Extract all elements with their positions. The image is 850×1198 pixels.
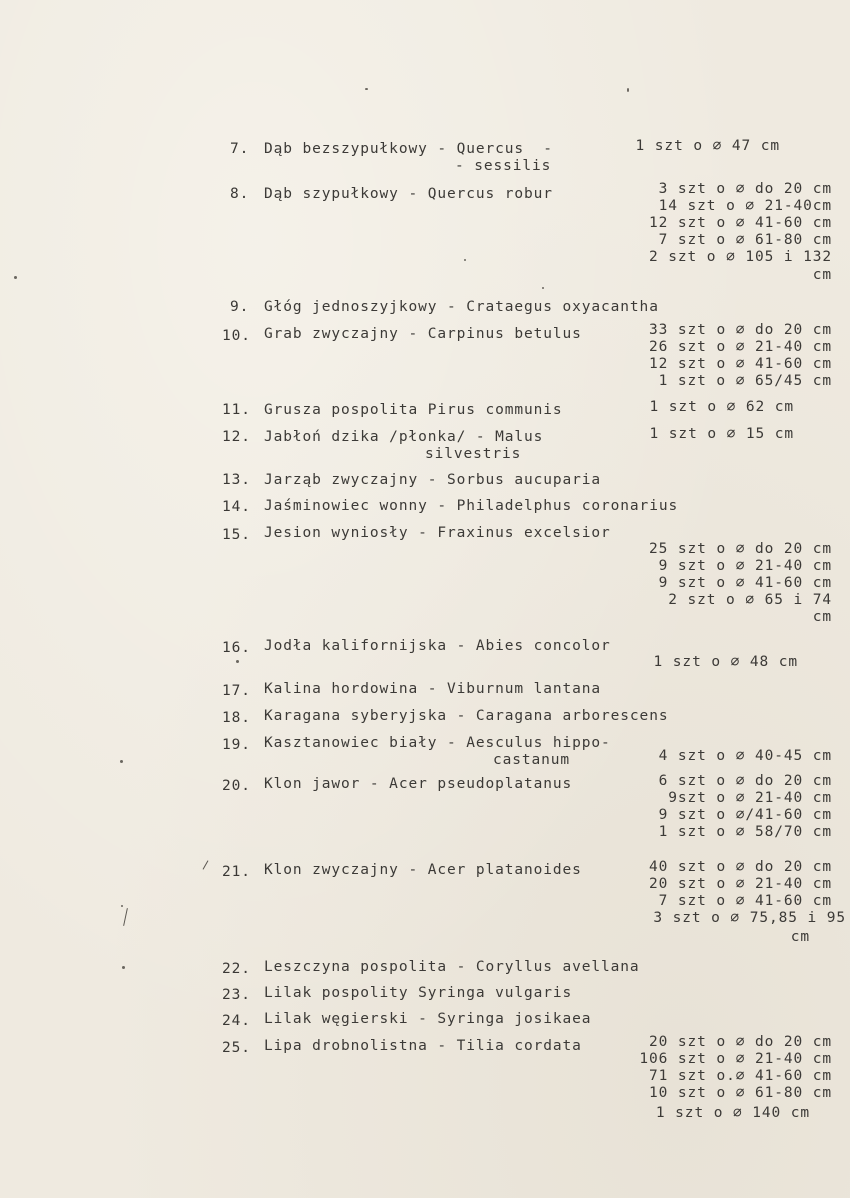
paper-speck (121, 905, 123, 907)
entry-number: 13. (222, 472, 251, 488)
quantity-line: 20 szt o ∅ 21-40 cm (649, 876, 832, 892)
species-name-continuation: castanum (493, 752, 571, 768)
quantity-line: 12 szt o ∅ 41-60 cm (649, 215, 832, 231)
paper-speck (627, 88, 629, 92)
quantity-line: 106 szt o ∅ 21-40 cm (639, 1051, 832, 1067)
quantity-line: 10 szt o ∅ 61-80 cm (649, 1085, 832, 1101)
quantity-line: 71 szt o.∅ 41-60 cm (649, 1068, 832, 1084)
entry-number: 23. (222, 987, 251, 1003)
quantity-line: 1 szt o ∅ 140 cm (655, 1105, 810, 1121)
entry-number: 25. (222, 1040, 251, 1056)
entry-number: 10. (222, 328, 251, 344)
quantity-line: 9 szt o ∅ 21-40 cm (658, 558, 832, 574)
species-name: Dąb bezszypułkowy - Quercus - (264, 141, 553, 157)
entry-number: 12. (222, 429, 251, 445)
entry-number: 21. (222, 864, 251, 880)
species-name: Grab zwyczajny - Carpinus betulus (264, 326, 582, 342)
species-name: Lilak pospolity Syringa vulgaris (264, 985, 573, 1001)
quantity-line: 12 szt o ∅ 41-60 cm (649, 356, 832, 372)
species-name: Głóg jednoszyjkowy - Crataegus oxyacantha (264, 299, 659, 315)
species-name: Dąb szypułkowy - Quercus robur (264, 186, 553, 202)
entry-number: 8. (230, 186, 250, 202)
species-name: Jabłoń dzika /płonka/ - Malus (264, 429, 544, 445)
quantity-line: 14 szt o ∅ 21-40cm (658, 198, 832, 214)
species-name: Lilak węgierski - Syringa josikaea (264, 1011, 592, 1027)
quantity-line: 3 szt o ∅ 75,85 i 95 (653, 910, 846, 926)
paper-speck (365, 88, 368, 90)
species-name: Lipa drobnolistna - Tilia cordata (264, 1038, 582, 1054)
quantity-line: 40 szt o ∅ do 20 cm (649, 859, 832, 875)
species-name: Leszczyna pospolita - Coryllus avellana (264, 959, 640, 975)
quantity-line: cm (812, 609, 832, 625)
entry-number: 24. (222, 1013, 251, 1029)
quantity-line: 1 szt o ∅ 58/70 cm (658, 824, 832, 840)
quantity-line: 1 szt o ∅ 62 cm (649, 399, 794, 415)
species-name: Jaśminowiec wonny - Philadelphus coronarius (264, 498, 679, 514)
quantity-line: 3 szt o ∅ do 20 cm (658, 181, 832, 197)
species-name: Jodła kalifornijska - Abies concolor (264, 638, 611, 654)
species-name: Klon jawor - Acer pseudoplatanus (264, 776, 573, 792)
pen-mark (203, 860, 209, 869)
paper-speck (122, 966, 125, 969)
entry-number: 7. (230, 141, 250, 157)
entry-number: 14. (222, 499, 251, 515)
quantity-line: 33 szt o ∅ do 20 cm (649, 322, 832, 338)
quantity-line: 7 szt o ∅ 41-60 cm (658, 893, 832, 909)
species-name: Jesion wyniosły - Fraxinus excelsior (264, 525, 611, 541)
quantity-line: 26 szt o ∅ 21-40 cm (649, 339, 832, 355)
entry-number: 20. (222, 778, 251, 794)
species-name: Grusza pospolita Pirus communis (264, 402, 563, 418)
species-name-continuation: - sessilis (455, 158, 552, 174)
paper-speck (542, 287, 544, 289)
entry-number: 19. (222, 737, 251, 753)
quantity-line: 7 szt o ∅ 61-80 cm (658, 232, 832, 248)
entry-number: 11. (222, 402, 251, 418)
pen-mark (123, 908, 128, 926)
species-name: Jarząb zwyczajny - Sorbus aucuparia (264, 472, 602, 488)
quantity-line: cm (812, 267, 832, 283)
quantity-line: 20 szt o ∅ do 20 cm (649, 1034, 832, 1050)
species-name: Karagana syberyjska - Caragana arborescens (264, 708, 669, 724)
entry-number: 17. (222, 683, 251, 699)
species-name: Klon zwyczajny - Acer platanoides (264, 862, 582, 878)
quantity-line: 2 szt o ∅ 105 i 132 (649, 249, 832, 265)
quantity-line: 9 szt o ∅/41-60 cm (658, 807, 832, 823)
paper-speck (14, 276, 17, 279)
quantity-line: 1 szt o ∅ 47 cm (635, 138, 780, 154)
quantity-line: 2 szt o ∅ 65 i 74 (668, 592, 832, 608)
quantity-line: 9 szt o ∅ 41-60 cm (658, 575, 832, 591)
species-name-continuation: silvestris (425, 446, 522, 462)
entry-number: 18. (222, 710, 251, 726)
entry-number: 16. (222, 640, 251, 656)
quantity-line: 6 szt o ∅ do 20 cm (658, 773, 832, 789)
quantity-line: 1 szt o ∅ 65/45 cm (658, 373, 832, 389)
species-name: Kasztanowiec biały - Aesculus hippo- (264, 735, 611, 751)
quantity-line: 1 szt o ∅ 15 cm (649, 426, 794, 442)
entry-number: 9. (230, 299, 250, 315)
entry-number: 15. (222, 527, 251, 543)
paper-speck (120, 760, 123, 763)
species-name: Kalina hordowina - Viburnum lantana (264, 681, 602, 697)
quantity-line: cm (790, 929, 810, 945)
quantity-line: 1 szt o ∅ 48 cm (653, 654, 798, 670)
entry-number: 22. (222, 961, 251, 977)
paper-speck (464, 259, 466, 261)
quantity-line: 25 szt o ∅ do 20 cm (649, 541, 832, 557)
paper-speck (236, 660, 239, 663)
quantity-line: 9szt o ∅ 21-40 cm (668, 790, 832, 806)
quantity-line: 4 szt o ∅ 40-45 cm (658, 748, 832, 764)
